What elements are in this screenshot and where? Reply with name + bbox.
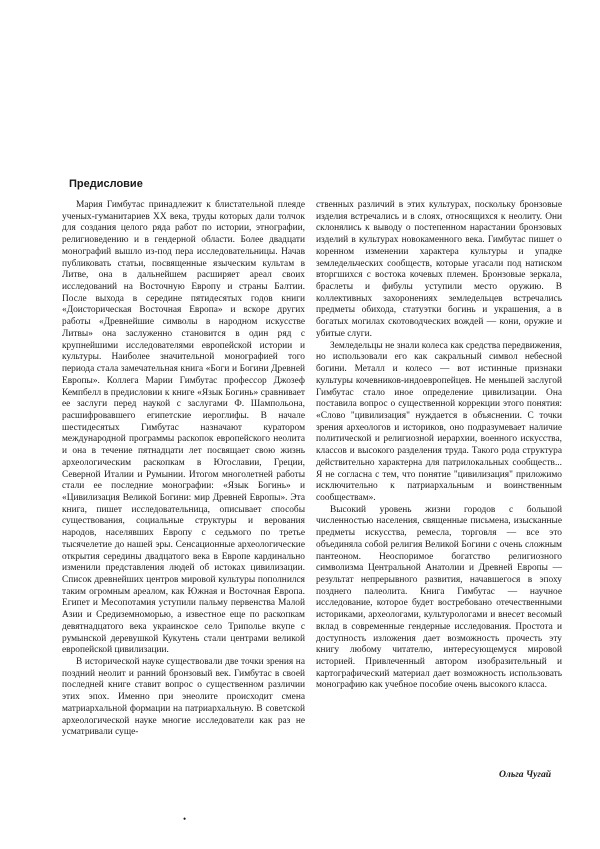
paragraph: Мария Гимбутас принадлежит к блистательной плеяде ученых-гуманитариев XX века, труды которых дали толчок для создания целого ряда работ по истории, этнографии, религиоведению и в гендерной области. Более двадцати монографий вышло из-под пера исследовательницы. Начав публиковать статьи, посвященные языческим культам в Литве, она в дальнейшем расширяет ареал своих исследований на Восточную Европу и страны Балтии. После выхода в середине пятидесятых годов книги «Доисторическая Восточная Европа» и вскоре других работы «Древнейшие символы в народном искусстве Литвы» она заслуженно становится в один ряд с крупнейшими исследователями европейской истории и культуры. Наиболее значительной монографией того периода стала замечательная книга «Боги и Богини Древней Европы». Коллега Марии Гимбутас профессор Джозеф Кемпбелл в предисловии к книге «Язык Богинь» сравнивает ее заслуги перед наукой с заслугами Ф. Шампольона, расшифровавшего египетские иероглифы. В начале шестидесятых Гимбутас назначают куратором международной программы раскопок европейского неолита и она в течение пятнадцати лет посвящает свою жизнь археологическим раскопкам в Югославии, Греции, Северной Италии и Румынии. Итогом многолетней работы стали ее последние монографии: «Язык Богинь» и «Цивилизация Великой Богини: мир Древней Европы». Эта книга, пишет исследовательница, описывает способы существования, социальные структуры и верования народов, населявших Европу с седьмого по третье тысячелетие до нашей эры. Сенсационные археологические открытия середины двадцатого века в Европе кардинально изменили представления людей об истоках цивилизации. Список древнейших центров мировой культуры пополнился таким огромным ареалом, как Южная и Восточная Европа. Египет и Месопотамия уступили пальму первенства Малой Азии и Средиземноморью, а известное еще по раскопкам девятнадцатого века украинское село Триполье вкупе с румынской деревушкой Кукутень стали центрами великой европейской цивилизации. bbox=[62, 200, 305, 656]
paragraph: ственных различий в этих культурах, поскольку бронзовые изделия встречались и в слоях, относящихся к неолиту. Они склонялись к выводу о постепенном нарастании бронзовых изделий в культурах новокаменного века. Гимбутас пишет о коренном изменении характера культуры и упадке земледельческих сообществ, которые угасали под натиском вторгшихся с востока кочевых племен. Бронзовые зеркала, браслеты и фибулы уступили место оружию. В коллективных захоронениях земледельцев встречались предметы обихода, статуэтки богинь и украшения, а в богатых могилах скотоводческих вождей — кони, оружие и убитые слуги. bbox=[316, 200, 562, 339]
page-mark: • bbox=[183, 814, 187, 824]
section-heading: Предисловие bbox=[69, 178, 143, 190]
paragraph: Земледельцы не знали колеса как средства передвижения, но использовали его как сакральный символ небесной богини. Металл и колесо — вот истинные признаки культуры кочевников-индоевропейцев. Не меньшей заслугой Гимбутас стало иное определение цивилизации. Она поставила вопрос о существенной коррекции этого понятия: «Слово "цивилизация" нуждается в объяснении. С точки зрения археологов и историков, оно подразумевает наличие политической и религиозной иерархии, военного искусства, классов и высокого разделения труда. Такого рода структура действительно характерна для патрилокальных сообществ... Я не согласна с тем, что понятие "цивилизация" приложимо исключительно к патриархальным и воинственным сообществам». bbox=[316, 340, 562, 503]
paragraph: В исторической науке существовали две точки зрения на поздний неолит и ранний бронзовый век. Гимбутас в своей последней книге ставит вопрос о существенном различии этих эпох. Именно при энеолите происходит смена матриархальной формации на патриархальную. В советской археологической науке многие исследователи как раз не усматривали суще- bbox=[62, 657, 305, 738]
paragraph: Высокий уровень жизни городов с большой численностью населения, священные письмена, изысканные предметы искусства, ремесла, торговля — все это объединяла собой религия Великой Богини с очень сложным пантеоном. Неоспоримое богатство религиозного символизма Центральной Анатолии и Древней Европы — результат непрерывного развития, начавшегося в эпоху позднего палеолита. Книга Гимбутас — научное исследование, которое будет востребовано отечественными историками, археологами, культурологами и внесет весомый вклад в современные гендерные исследования. Простота и доступность изложения дает возможность прочесть эту книгу любому читателю, интересующемуся мировой историей. Привлеченный автором изобразительный и картографический материал дает возможность использовать монографию как учебное пособие очень высокого класса. bbox=[316, 504, 562, 691]
left-column bbox=[62, 200, 305, 739]
author-signature: Ольга Чугай bbox=[499, 769, 552, 780]
right-column bbox=[316, 200, 562, 692]
